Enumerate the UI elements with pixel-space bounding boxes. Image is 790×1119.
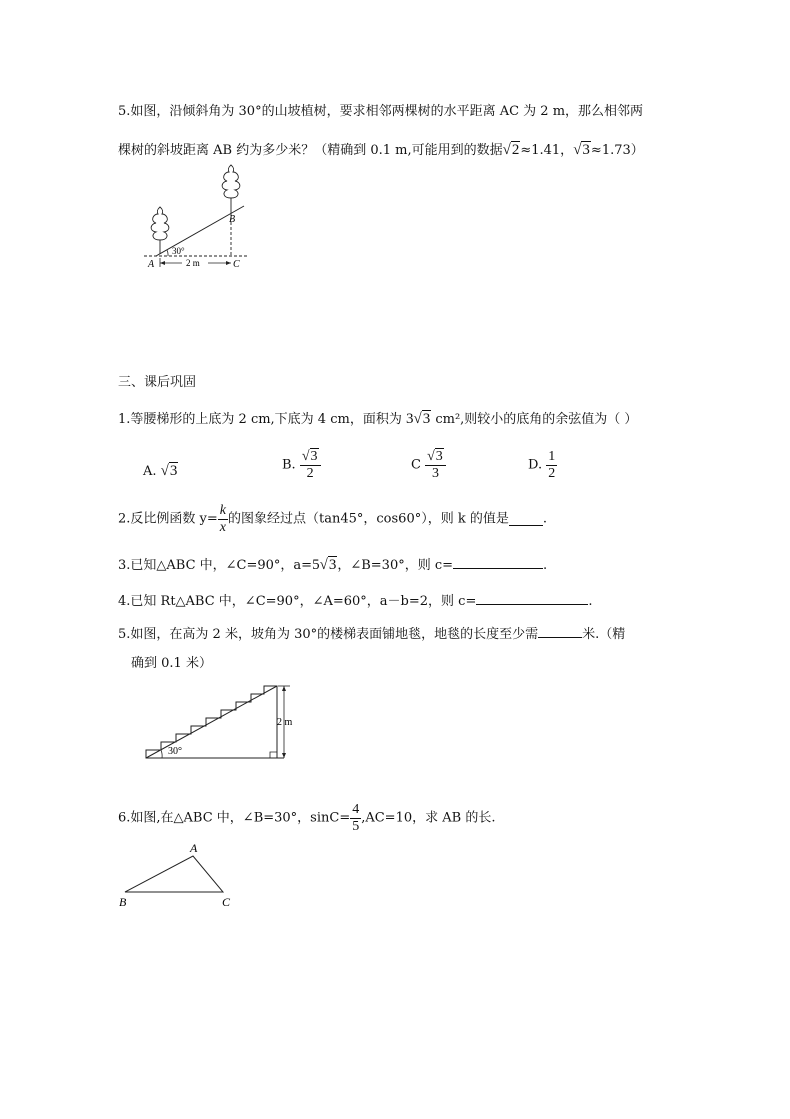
label-b: B (119, 895, 127, 909)
q1-stem: 1.等腰梯形的上底为 2 cm,下底为 4 cm，面积为 3√3 cm²,则较小的底角的余弦值为（ ） (118, 411, 638, 427)
q1-option-d[interactable]: D. $\frac{1}{2}$ (528, 449, 556, 481)
q1-area: 3√3 (405, 411, 431, 427)
label-angle: 30° (172, 246, 185, 256)
q5b-line1: 5.如图，在高为 2 米，坡角为 30°的楼梯表面铺地毯，地毯的长度至少需 米.（精 (118, 627, 626, 642)
triangle-figure (116, 838, 246, 908)
label-b: B (229, 214, 236, 225)
label-a: A (148, 259, 155, 270)
q1-option-c[interactable]: C $\frac{√3}{3}$ (411, 449, 446, 482)
q1-option-a[interactable]: A. √3 (143, 463, 178, 479)
q1-option-b[interactable]: B. $\frac{√3}{2}$ (282, 449, 321, 482)
tree-a-icon (151, 207, 169, 254)
q4-stem: 4.已知 Rt△ABC 中，∠C=90°，∠A=60°，a－b=2，则 c= . (118, 594, 593, 609)
approx1: ≈1.41， (520, 143, 574, 158)
approx2: ≈1.73） (590, 143, 644, 158)
q5b-answer-blank[interactable] (538, 625, 582, 638)
q5b-line2: 确到 0.1 米） (131, 656, 212, 671)
slope-tree-figure (140, 168, 250, 273)
q5a-line2-pre: 棵树的斜坡距离 AB 约为多少米？（精确到 0.1 m,可能用到的数据 (118, 143, 503, 158)
q6-stem: 6.如图,在△ABC 中，∠B=30°，sinC= $\frac{4}{5}$ ,AC=10，求 AB 的长. (118, 802, 496, 834)
q4-answer-blank[interactable] (476, 592, 588, 605)
label-c: C (233, 259, 240, 270)
tree-b-icon (222, 165, 240, 212)
sqrt2: √2 (502, 142, 520, 158)
label-height: 2 m (277, 717, 293, 728)
sqrt3: √3 (573, 142, 590, 158)
q5a-line1: 5.如图，沿倾斜角为 30°的山坡植树，要求相邻两棵树的水平距离 AC 为 2 m，那么相邻两 (118, 104, 644, 119)
q3-answer-blank[interactable] (453, 556, 543, 569)
staircase-figure (144, 682, 304, 762)
label-dist: 2 m (186, 258, 200, 268)
label-c: C (222, 895, 231, 909)
q5a-line2 (118, 141, 644, 160)
section-title: 三、课后巩固 (118, 375, 197, 390)
label-slope-angle: 30° (168, 746, 182, 757)
label-a: A (190, 841, 198, 855)
q3-stem: 3.已知△ABC 中，∠C=90°，a=5√3，∠B=30°，则 c= . (118, 557, 548, 573)
q2-stem: 2.反比例函数 y= $\frac{k}{x}$ 的图象经过点（tan45°，cos60°），则 k 的值是 . (118, 503, 547, 535)
q2-answer-blank[interactable] (509, 513, 543, 526)
